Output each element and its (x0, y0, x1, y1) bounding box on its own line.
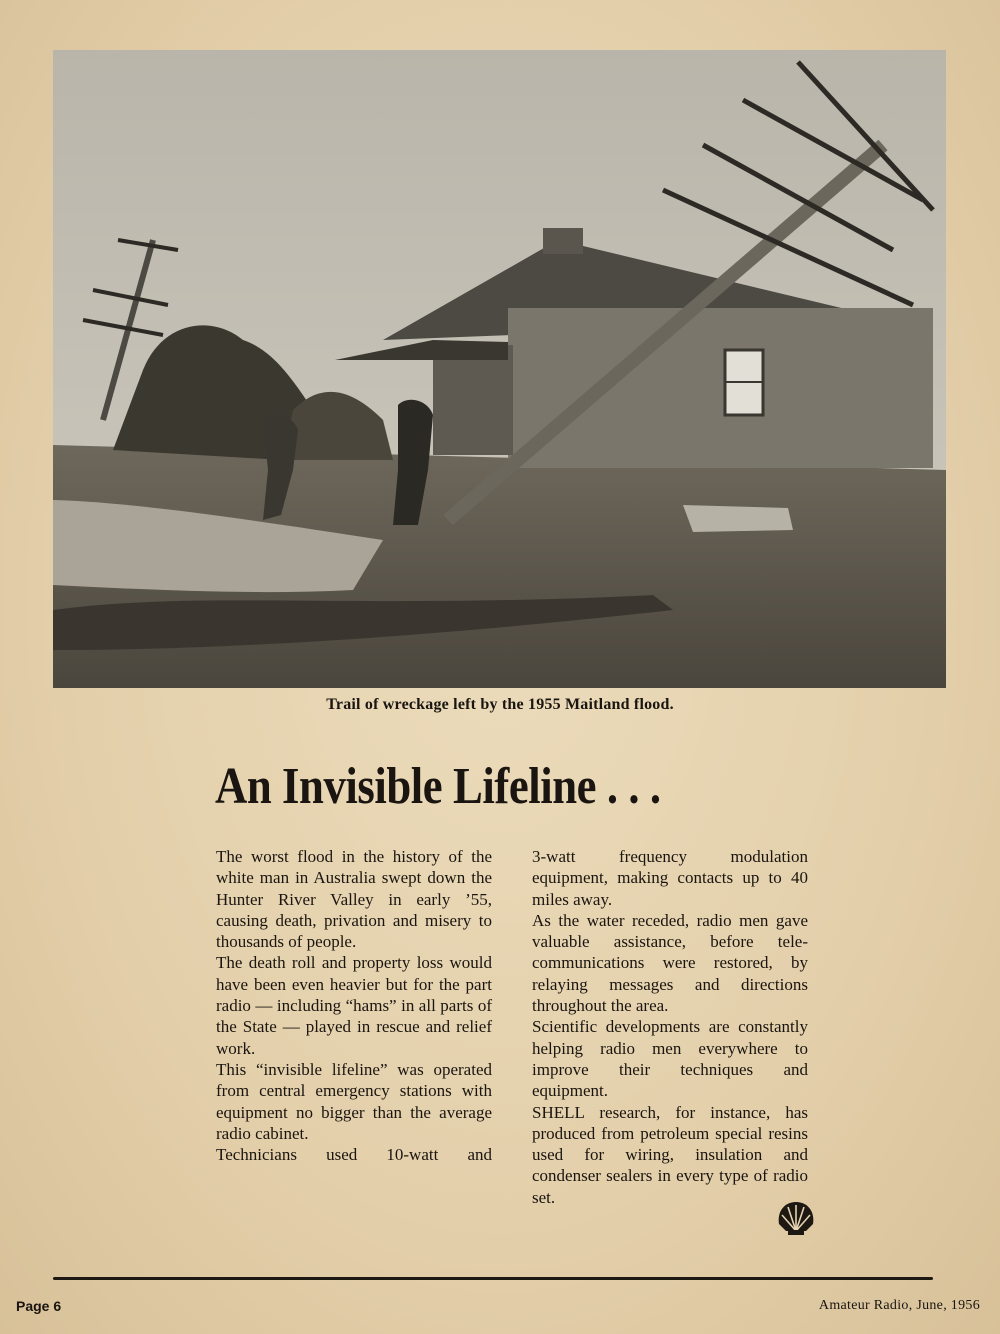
paragraph: This “invisible lifeline” was operated from central emergency stations with equipment no bigger than the average radio cabinet. (216, 1059, 492, 1143)
flood-wreckage-photo-icon (53, 50, 946, 688)
flood-photo (53, 50, 946, 688)
paragraph: 3-watt frequency modulation equipment, making contacts up to 40 miles away. (532, 847, 808, 909)
publication-info: Amateur Radio, June, 1956 (818, 1298, 980, 1313)
article-column-left (216, 846, 492, 1165)
paragraph: Scientific developments are constantly helping radio men everywhere to improve their techniques and equipment. (532, 1017, 808, 1101)
photo-caption: Trail of wreckage left by the 1955 Maitland flood. (326, 696, 674, 713)
article-headline: An Invisible Lifeline . . . (215, 758, 661, 815)
paragraph: The death roll and property loss would have been even heavier but for the part radio — including “hams” in all parts of the State — played in rescue and relief work. (216, 953, 492, 1058)
footer-rule (53, 1277, 933, 1280)
page-number: Page 6 (16, 1298, 62, 1314)
paragraph: The worst flood in the history of the white man in Australia swept down the Hunter River Valley in early ’55, causing death, privation and misery to thousands of people. (216, 847, 492, 952)
paragraph: Technicians used 10-watt and (216, 1145, 492, 1165)
article-column-right (532, 846, 808, 1208)
paragraph: As the water receded, radio men gave valuable assistance, before tele-communications were restored, by relaying messages and directions throughout the area. (532, 910, 808, 1016)
paragraph: SHELL research, for instance, has produced from petroleum special resins used for wiring, insulation and condenser sealers in every type of radio set. (532, 1102, 808, 1207)
shell-logo-icon (776, 1200, 816, 1236)
